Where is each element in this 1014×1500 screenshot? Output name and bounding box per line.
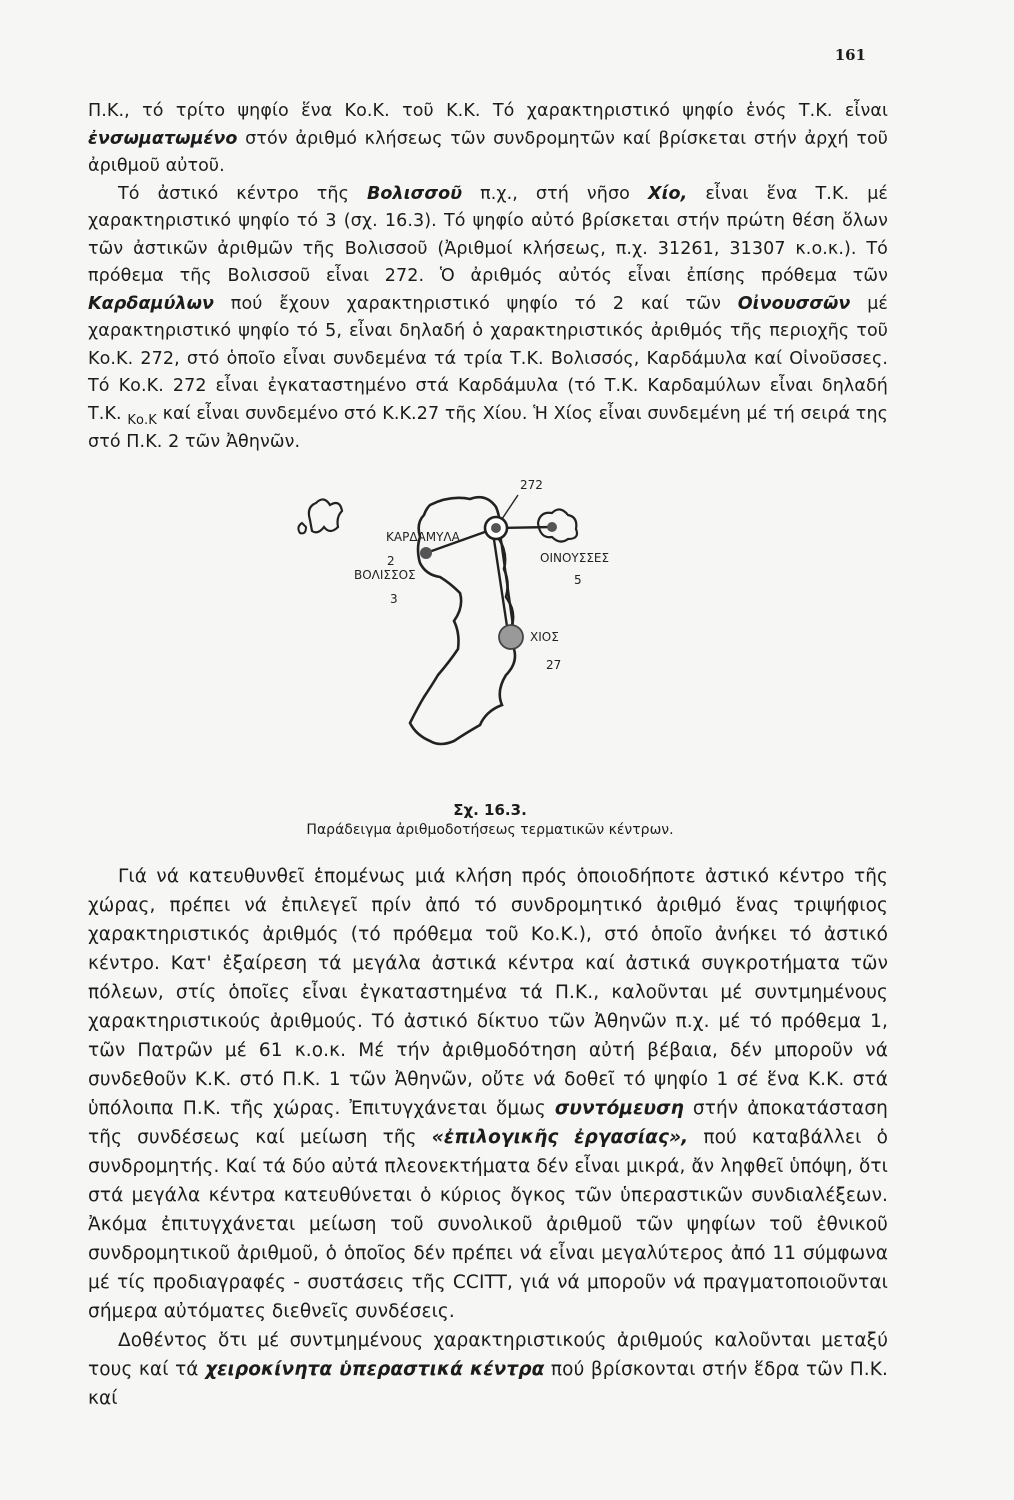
label-digit-3: 3	[390, 592, 398, 606]
paragraph: Γιά νά κατευθυνθεῖ ἑπομένως μιά κλήση πρός ὁποιοδήποτε ἀστικό κέντρο τῆς χώρας, πρέπει νά ἐπιλεγεῖ πρίν ἀπό τό συνδρομητικό ἀριθμό ἕνας τριψήφιος χαρακτηριστικός ἀριθμός (τό πρόθεμα τοῦ Κο.Κ.), στό ὁποῖο ἀνήκει τό ἀστικό κέντρο. Κατ' ἐξαίρεση τά μεγάλα ἀστικά κέντρα καί ἀστικά συγκροτήματα τῶν πόλεων, στίς ὁποῖες εἶναι ἐγκαταστημένα τά Π.Κ., καλοῦνται μέ συντμημένους χαρακτηριστικούς ἀριθμούς. Τό ἀστικό δίκτυο τῶν Ἀθηνῶν π.χ. μέ τό πρόθεμα 1, τῶν Πατρῶν μέ 61 κ.ο.κ. Μέ τήν ἀριθμοδότηση αὐτή βέβαια, δέν μποροῦν νά συνδεθοῦν Κ.Κ. στό Π.Κ. 1 τῶν Ἀθηνῶν, οὔτε νά δοθεῖ τό ψηφίο 1 σέ ἕνα Κ.Κ. στά ὑπόλοιπα Π.Κ. τῆς χώρας. Ἐπιτυγχάνεται ὅμως συντόμευση στήν ἀποκατάσταση τῆς συνδέσεως καί μείωση τῆς «ἐπιλογικῆς ἐργασίας», πού καταβάλλει ὁ συνδρομητής. Καί τά δύο αὐτά πλεονεκτήματα δέν εἶναι μικρά, ἄν ληφθεῖ ὑπόψη, ὅτι στά μεγάλα κέντρα κατευθύνεται ὁ κύριος ὄγκος τῶν ὑπεραστικῶν συνδιαλέξεων. Ἀκόμα ἐπιτυγχάνεται μείωση τοῦ συνολικοῦ ἀριθμοῦ τῶν ψηφίων τοῦ ἐθνικοῦ συνδρομητικοῦ ἀριθμοῦ, ὁ ὁποῖος δέν πρέπει νά εἶναι μεγαλύτερος ἀπό 11 σύμφωνα μέ τίς προδιαγραφές - συστάσεις τῆς CCITT, γιά νά μποροῦν νά πραγματοποιοῦνται σήμερα αὐτόματες διεθνεῖς συνδέσεις.	[88, 866, 889, 1322]
link-kardamyla-chios	[500, 533, 514, 633]
paragraph: Π.Κ., τό τρίτο ψηφίο ἕνα Κο.Κ. τοῦ Κ.Κ. Τό χαρακτηριστικό ψηφίο ἑνός Τ.Κ. εἶναι ἐνσωματωμένο στόν ἀριθμό κλήσεως τῶν συνδρομητῶν καί βρίσκεται στήν ἀρχή τοῦ ἀριθμοῦ αὐτοῦ.	[88, 101, 888, 176]
label-digit-2: 2	[387, 554, 395, 568]
caption-title: Σχ. 16.3.	[453, 801, 527, 819]
subscript: Κο.Κ	[127, 412, 157, 428]
small-island-shape	[298, 523, 306, 533]
label-27: 27	[546, 658, 562, 672]
bottom-text-block	[88, 862, 888, 1413]
caption-text: Παράδειγμα ἀριθμοδοτήσεως τερματικῶν κέντρων.	[306, 822, 674, 838]
emphasis: Βολισσοῦ	[366, 183, 463, 204]
emphasis: Οἰνουσσῶν	[737, 293, 851, 314]
emphasis: Καρδαμύλων	[88, 293, 215, 314]
emphasis: χειροκίνητα ὑπεραστικά κέντρα	[205, 1359, 545, 1380]
label-volissos: ΒΟΛΙΣΣΟΣ	[354, 568, 416, 582]
volissos-node	[420, 547, 432, 559]
emphasis: Χίο,	[647, 183, 688, 204]
label-kardamyla: ΚΑΡΔΑΜΥΛΑ	[386, 530, 460, 544]
oinousses-island-shape	[538, 509, 577, 541]
top-text-block	[88, 98, 888, 457]
label-oinousses: ΟΙΝΟΥΣΣΕΣ	[540, 551, 610, 565]
small-island-shape	[309, 499, 342, 532]
label-digit-5: 5	[574, 573, 582, 587]
figure-caption	[280, 800, 700, 840]
paragraph: Τό ἀστικό κέντρο τῆς Βολισσοῦ π.χ., στή νῆσο Χίο, εἶναι ἕνα Τ.Κ. μέ χαρακτηριστικό ψηφίο τό 3 (σχ. 16.3). Τό ψηφίο αὐτό βρίσκεται στήν πρώτη θέση ὅλων τῶν ἀστικῶν ἀριθμῶν τῆς Βολισσοῦ (Ἀριθμοί κλήσεως, π.χ. 31261, 31307 κ.ο.κ.). Τό πρόθεμα τῆς Βολισσοῦ εἶναι 272. Ὁ ἀριθμός αὐτός εἶναι ἐπίσης πρόθεμα τῶν Καρδαμύλων πού ἔχουν χαρακτηριστικό ψηφίο τό 2 καί τῶν Οἰνουσσῶν μέ χαρακτηριστικό ψηφίο τό 5, εἶναι δηλαδή ὁ χαρακτηριστικός ἀριθμός τῆς περιοχῆς τοῦ Κο.Κ. 272, στό ὁποῖο εἶναι συνδεμένα τά τρία Τ.Κ. Βολισσός, Καρδάμυλα καί Οἰνοῦσσες. Τό Κο.Κ. 272 εἶναι ἐγκαταστημένο στά Καρδάμυλα (τό Τ.Κ. Καρδαμύλων εἶναι δηλαδή Τ.Κ. $_{Ko.K}$ καί εἶναι συνδεμένο στό Κ.Κ.27 τῆς Χίου. Ἡ Χίος εἶναι συνδεμένη μέ τή σειρά της στό Π.Κ. 2 τῶν Ἀθηνῶν.	[88, 183, 888, 452]
emphasis: συντόμευση	[554, 1098, 684, 1119]
label-chios: ΧΙΟΣ	[530, 630, 559, 644]
page-number: 161	[834, 46, 866, 64]
link-kardamyla-chios	[493, 533, 508, 633]
map-svg	[290, 465, 710, 765]
kardamyla-node-inner	[491, 523, 501, 533]
emphasis: ἐνσωματωμένο	[88, 128, 238, 149]
label-272: 272	[520, 478, 543, 492]
paragraph: Δοθέντος ὅτι μέ συντμημένους χαρακτηριστικούς ἀριθμούς καλοῦνται μεταξύ τους καί τά χειροκίνητα ὑπεραστικά κέντρα πού βρίσκονται στήν ἕδρα τῶν Π.Κ. καί	[88, 1330, 888, 1409]
emphasis: «ἐπιλογικῆς ἐργασίας»,	[431, 1127, 689, 1148]
chios-node	[499, 625, 523, 649]
chios-network-map	[290, 465, 710, 765]
oinousses-node	[547, 522, 557, 532]
